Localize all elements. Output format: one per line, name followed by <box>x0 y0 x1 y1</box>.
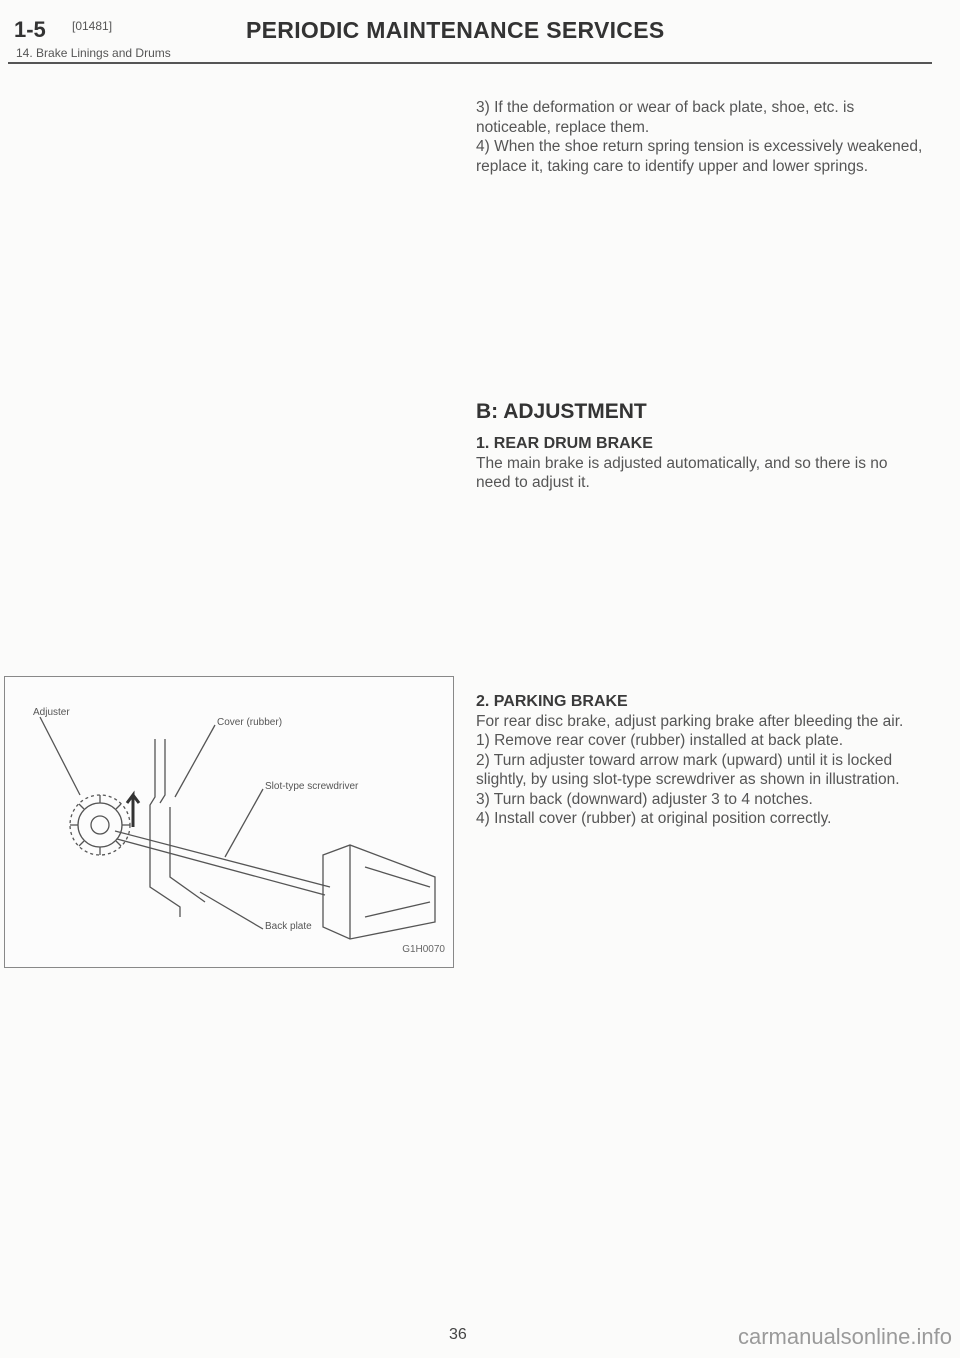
step-3-text: 3) If the deformation or wear of back plate, shoe, etc. is noticeable, replace them. <box>476 99 855 136</box>
parking-step-4: 4) Install cover (rubber) at original position correctly. <box>476 810 832 827</box>
adjuster-star-wheel <box>78 803 122 847</box>
section-code: [01481] <box>72 19 113 33</box>
step-4-text: 4) When the shoe return spring tension is excessively weakened, replace it, taking care to identify upper and lower springs. <box>476 138 923 175</box>
parking-step-2: 2) Turn adjuster toward arrow mark (upward) until it is locked slightly, by using slot-type screwdriver as shown in illustration. <box>476 751 900 788</box>
adjuster-illustration <box>4 676 454 968</box>
parking-brake-intro: For rear disc brake, adjust parking brake after bleeding the air. <box>476 712 904 730</box>
rear-drum-brake-heading: 1. REAR DRUM BRAKE <box>476 435 653 452</box>
figure-code: G1H0070 <box>402 944 445 955</box>
subsection-title: 14. Brake Linings and Drums <box>16 46 171 60</box>
arrow-mark-icon <box>127 795 139 827</box>
section-number: 1-5 <box>14 17 46 42</box>
label-back-plate: Back plate <box>265 921 312 932</box>
parking-step-1: 1) Remove rear cover (rubber) installed at back plate. <box>476 732 843 749</box>
label-screwdriver: Slot-type screwdriver <box>265 781 359 792</box>
page-number: 36 <box>449 1326 467 1343</box>
rear-drum-brake-text: The main brake is adjusted automatically, and so there is no need to adjust it. <box>476 454 888 491</box>
page-title: PERIODIC MAINTENANCE SERVICES <box>246 17 665 43</box>
parking-step-3: 3) Turn back (downward) adjuster 3 to 4 notches. <box>476 790 813 808</box>
label-cover: Cover (rubber) <box>217 717 283 728</box>
adjustment-heading: B: ADJUSTMENT <box>476 400 647 423</box>
label-adjuster: Adjuster <box>33 707 70 718</box>
intro-steps <box>476 98 926 176</box>
parking-brake-section <box>476 692 926 829</box>
watermark: carmanualsonline.info <box>737 1324 952 1349</box>
rear-drum-brake-section <box>476 434 926 493</box>
parking-brake-heading: 2. PARKING BRAKE <box>476 693 628 710</box>
header-rule <box>8 62 932 64</box>
